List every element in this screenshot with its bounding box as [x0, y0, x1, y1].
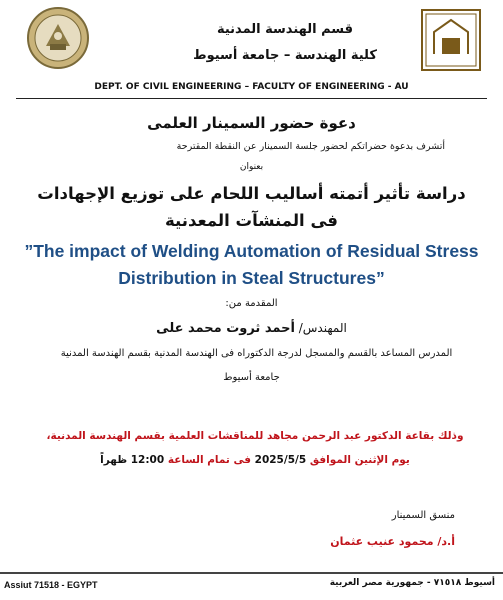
faculty-name: كلية الهندسة – جامعة أسيوط [193, 48, 377, 63]
seminar-date: 2025/5/5 [254, 454, 307, 466]
presenter [0, 321, 503, 336]
invitation-intro: أتشرف بدعوة حضراتكم لحضور جلسة السمينار عن النقطة المقترحة [176, 141, 445, 152]
department-english: DEPT. OF CIVIL ENGINEERING – FACULTY OF ENGINEERING - AU [94, 82, 409, 92]
presented-by-label: المقدمة من: [225, 298, 278, 309]
time-suffix: ظهراً [100, 454, 128, 466]
footer-address-english: Assiut 71518 - EGYPT [4, 580, 98, 590]
seminar-datetime [20, 454, 490, 466]
presenter-role: المدرس المساعد بالقسم والمسجل لدرجة الدكتوراه فى الهندسة المدنية بقسم الهندسة المدنية [60, 348, 453, 359]
seminar-time: 12:00 [130, 454, 165, 466]
day-prefix: يوم الإثنين الموافق [309, 454, 410, 466]
coordinator-name: أ.د/ محمود عنيب عثمان [330, 535, 455, 548]
titled-label: بعنوان [239, 162, 264, 172]
university-logo [420, 8, 482, 72]
university-name: جامعة أسيوط [223, 372, 280, 383]
header-divider [16, 98, 487, 99]
time-prefix: فى تمام الساعة [167, 454, 251, 466]
invitation-title: دعوة حضور السمينار العلمى [147, 114, 356, 132]
footer-divider [0, 572, 503, 574]
presenter-name: أحمد ثروت محمد على [156, 321, 295, 336]
footer-address-arabic: أسيوط ٧١٥١٨ - جمهورية مصر العربية [329, 578, 495, 588]
coordinator-label: منسق السمينار [391, 510, 455, 521]
seminar-title-english: ”The impact of Welding Automation of Residual Stress Distribution in Steal Structures” [24, 241, 479, 288]
venue: وذلك بقاعة الدكتور عبد الرحمن مجاهد للمناقشات العلمية بقسم الهندسة المدنية، [46, 430, 464, 442]
seminar-title-arabic: دراسة تأثير أتمته أساليب اللحام على توزيع الإجهادات فى المنشآت المعدنية [37, 184, 466, 230]
department-name: قسم الهندسة المدنية [216, 22, 354, 37]
department-seal-logo [26, 6, 90, 70]
presenter-prefix: المهندس/ [298, 321, 347, 335]
